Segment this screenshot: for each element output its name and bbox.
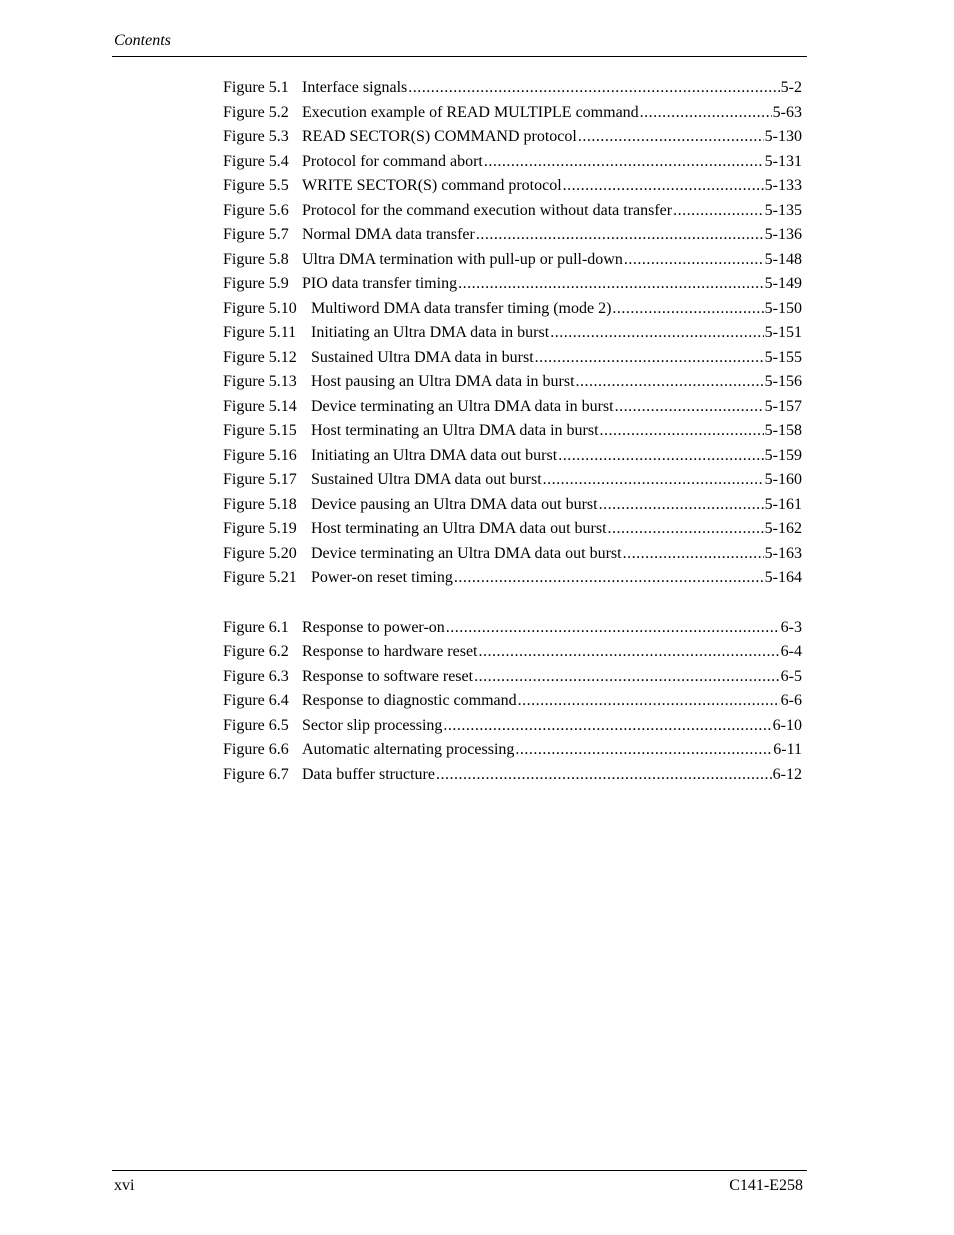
toc-entry[interactable] [223,297,802,322]
figure-number: Figure 6.7 [223,765,289,783]
figure-number: Figure 5.2 [223,103,289,121]
toc-entry[interactable] [223,468,802,493]
dot-leader [518,689,780,714]
entry-label [223,517,607,542]
figure-number: Figure 5.1 [223,79,289,96]
figure-number: Figure 5.19 [223,520,297,537]
figure-title: Power-on reset timing [311,569,453,586]
dot-leader [515,738,772,763]
dot-leader [576,370,764,395]
entry-label [223,763,435,788]
figure-number: Figure 5.11 [223,324,297,341]
dot-leader [436,763,772,788]
dot-leader [615,395,764,420]
figure-number: Figure 6.5 [223,716,289,734]
dot-leader [543,468,764,493]
figure-title: Response to power-on [302,618,445,636]
toc-entry[interactable] [223,763,802,788]
toc-entry[interactable] [223,76,802,101]
page-ref: 6-3 [780,618,802,636]
entry-label [223,566,453,591]
document-id: C141-E258 [729,1177,803,1194]
figure-title: Response to software reset [302,667,474,685]
figure-title: Host pausing an Ultra DMA data in burst [311,373,575,390]
dot-leader [563,174,764,199]
toc-entry[interactable] [223,444,802,469]
page-ref: 5-163 [764,544,802,562]
figure-title: Device terminating an Ultra DMA data out burst [311,544,622,562]
figure-number: Figure 5.13 [223,373,297,390]
entry-label [223,468,542,493]
page-ref: 5-131 [764,152,802,170]
page-ref: 5-161 [764,495,802,513]
entry-label [223,689,517,714]
dot-leader [673,199,764,224]
dot-leader [624,248,764,273]
figure-number: Figure 5.16 [223,446,297,464]
entry-label [223,738,514,763]
figure-title: Device terminating an Ultra DMA data in burst [311,397,614,415]
figure-number: Figure 5.10 [223,299,297,317]
figure-number: Figure 6.3 [223,667,289,685]
dot-leader [558,444,763,469]
entry-label [223,493,598,518]
entry-label [223,321,549,346]
figure-number: Figure 5.20 [223,544,297,562]
figure-number: Figure 5.3 [223,128,289,145]
dot-leader [484,150,764,175]
entry-label [223,76,407,101]
dot-leader [599,493,764,518]
figure-title: READ SECTOR(S) COMMAND protocol [302,128,577,145]
figure-number: Figure 5.15 [223,422,297,439]
figure-number: Figure 5.21 [223,569,297,586]
toc-entry[interactable] [223,640,802,665]
dot-leader [600,419,764,444]
page-ref: 5-149 [764,275,802,292]
entry-label [223,419,599,444]
dot-leader [458,272,764,297]
toc-entry[interactable] [223,321,802,346]
footer-rule [112,1170,807,1171]
figure-number: Figure 5.4 [223,152,289,170]
toc-entry[interactable] [223,419,802,444]
figure-number: Figure 6.1 [223,618,289,636]
figure-number: Figure 5.9 [223,275,289,292]
figure-number: Figure 6.2 [223,643,289,660]
figure-title: Sustained Ultra DMA data in burst [311,348,534,366]
entry-label [223,444,557,469]
page-number: xvi [114,1177,135,1194]
toc-entry[interactable] [223,738,802,763]
toc-entry[interactable] [223,199,802,224]
entry-label [223,370,575,395]
figure-number: Figure 5.18 [223,495,297,513]
page-ref: 5-156 [764,373,802,390]
dot-leader [623,542,764,567]
entry-label [223,199,672,224]
entry-label [223,248,623,273]
page-ref: 5-164 [764,569,802,586]
entry-label [223,640,478,665]
toc-entry[interactable] [223,517,802,542]
dot-leader [443,714,771,739]
page-ref: 5-158 [764,422,802,439]
dot-leader [612,297,763,322]
toc-entry[interactable] [223,174,802,199]
entry-label [223,346,534,371]
figure-title: Ultra DMA termination with pull-up or pull-down [302,250,623,268]
toc-entry[interactable] [223,101,802,126]
toc-entry[interactable] [223,616,802,641]
toc-entry[interactable] [223,714,802,739]
figure-number: Figure 5.7 [223,226,289,243]
page-ref: 5-150 [764,299,802,317]
toc-entry[interactable] [223,370,802,395]
toc-entry[interactable] [223,346,802,371]
toc-entry[interactable] [223,125,802,150]
figure-title: Protocol for command abort [302,152,483,170]
figure-title: Protocol for the command execution without data transfer [302,201,673,219]
page-ref: 6-10 [772,716,802,734]
list-of-figures [223,76,802,787]
page-ref: 6-12 [772,765,802,783]
entry-label [223,272,457,297]
page-ref: 6-4 [780,643,802,660]
dot-leader [446,616,780,641]
figure-number: Figure 5.8 [223,250,289,268]
figure-title: Execution example of READ MULTIPLE command [302,103,639,121]
page-ref: 5-160 [764,471,802,488]
toc-entry[interactable] [223,493,802,518]
dot-leader [608,517,764,542]
figure-number: Figure 5.12 [223,348,297,366]
figure-title: Normal DMA data transfer [302,226,475,243]
figure-title: Host terminating an Ultra DMA data out burst [311,520,607,537]
entry-label [223,101,639,126]
figure-number: Figure 6.6 [223,741,289,758]
page-ref: 5-159 [764,446,802,464]
running-header-title: Contents [114,32,171,49]
toc-entry[interactable] [223,542,802,567]
figure-number: Figure 5.6 [223,201,289,219]
figure-title: Initiating an Ultra DMA data in burst [311,324,550,341]
toc-entry[interactable] [223,150,802,175]
entry-label [223,297,611,322]
entry-label [223,714,442,739]
page-ref: 5-151 [764,324,802,341]
entry-label [223,174,562,199]
page-ref: 6-6 [780,692,802,709]
figure-number: Figure 5.17 [223,471,297,488]
dot-leader [454,566,764,591]
page-ref: 6-11 [773,741,802,758]
figure-title: Host terminating an Ultra DMA data in burst [311,422,599,439]
page-ref: 6-5 [780,667,802,685]
figure-title: Sustained Ultra DMA data out burst [311,471,542,488]
entry-label [223,150,483,175]
page-ref: 5-2 [780,79,802,96]
page-ref: 5-162 [764,520,802,537]
figure-title: Automatic alternating processing [302,741,515,758]
page-ref: 5-136 [764,226,802,243]
figure-title: Data buffer structure [302,765,435,783]
dot-leader [640,101,772,126]
toc-entry[interactable] [223,223,802,248]
header-rule [112,56,807,57]
dot-leader [535,346,764,371]
entry-label [223,125,577,150]
figure-title: Sector slip processing [302,716,443,734]
figure-title: Response to diagnostic command [302,692,517,709]
figure-title: PIO data transfer timing [302,275,458,292]
entry-label [223,616,445,641]
figure-number: Figure 5.5 [223,177,289,194]
page-ref: 5-63 [772,103,802,121]
entry-label [223,223,475,248]
dot-leader [474,665,780,690]
figure-number: Figure 6.4 [223,692,289,709]
toc-entry[interactable] [223,272,802,297]
figure-title: Initiating an Ultra DMA data out burst [311,446,558,464]
toc-entry[interactable] [223,665,802,690]
page-ref: 5-155 [764,348,802,366]
toc-entry[interactable] [223,248,802,273]
figure-title: Multiword DMA data transfer timing (mode 2) [311,299,612,317]
page-ref: 5-157 [764,397,802,415]
dot-leader [479,640,780,665]
figure-title: Response to hardware reset [302,643,478,660]
dot-leader [550,321,763,346]
page-ref: 5-148 [764,250,802,268]
page-ref: 5-130 [764,128,802,145]
figure-title: WRITE SECTOR(S) command protocol [302,177,562,194]
toc-entry[interactable] [223,566,802,591]
entry-label [223,542,622,567]
figure-title: Interface signals [302,79,408,96]
toc-entry[interactable] [223,395,802,420]
dot-leader [476,223,764,248]
dot-leader [408,76,779,101]
entry-label [223,395,614,420]
page-ref: 5-133 [764,177,802,194]
figure-number: Figure 5.14 [223,397,297,415]
figure-title: Device pausing an Ultra DMA data out burst [311,495,598,513]
dot-leader [578,125,764,150]
toc-entry[interactable] [223,689,802,714]
page-ref: 5-135 [764,201,802,219]
group-spacer [223,591,802,616]
entry-label [223,665,473,690]
